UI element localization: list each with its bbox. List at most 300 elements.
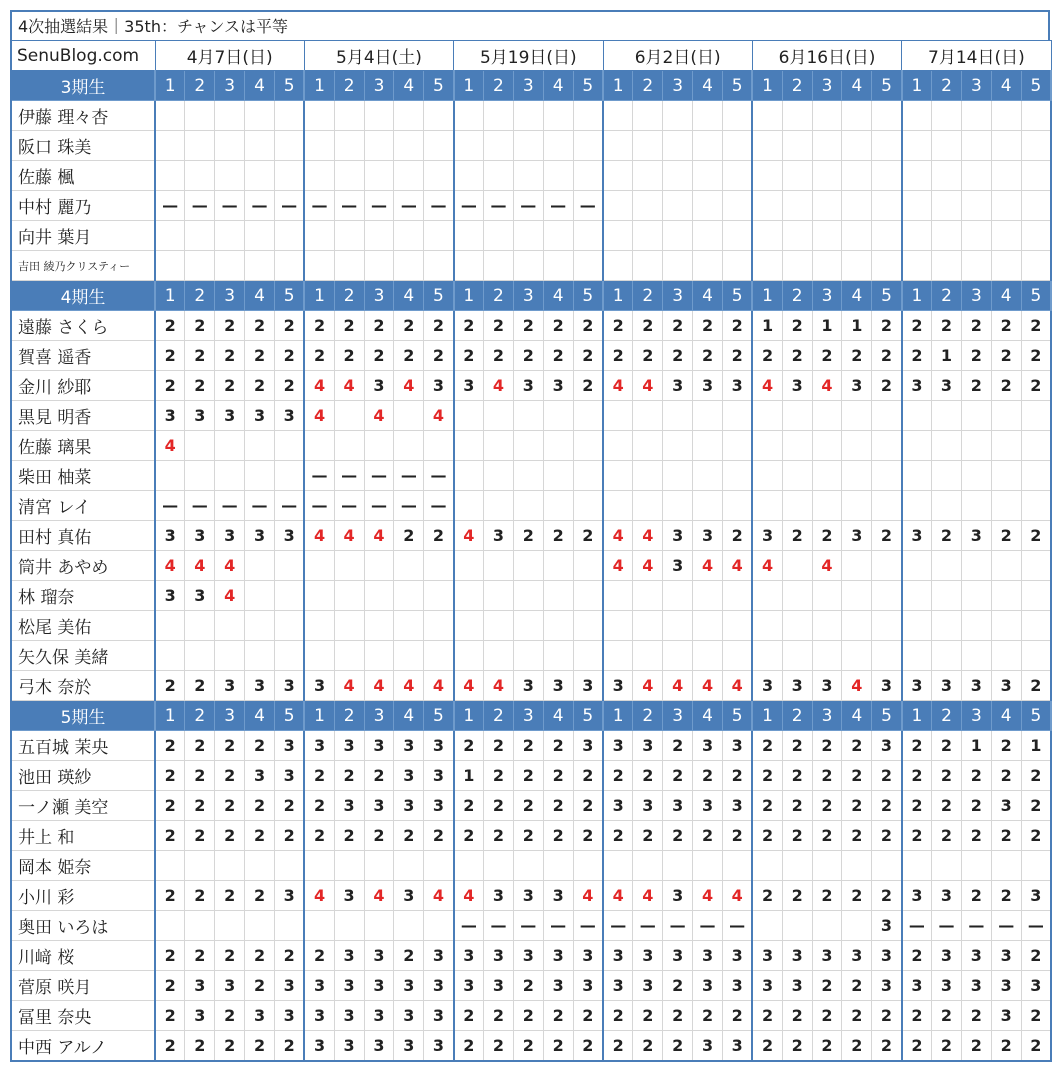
result-cell xyxy=(394,401,424,431)
result-cell xyxy=(513,431,543,461)
result-cell: 3 xyxy=(991,941,1021,971)
result-cell xyxy=(364,641,394,671)
result-cell xyxy=(364,581,394,611)
result-cell xyxy=(693,491,723,521)
result-cell: 2 xyxy=(573,821,603,851)
result-cell xyxy=(782,551,812,581)
result-cell: — xyxy=(484,191,514,221)
result-cell xyxy=(304,851,334,881)
slot-number: 5 xyxy=(573,71,603,101)
result-cell xyxy=(991,461,1021,491)
date-header: 5月4日(土) xyxy=(304,41,453,71)
result-cell: 2 xyxy=(424,341,454,371)
result-cell: — xyxy=(155,191,185,221)
result-cell xyxy=(245,221,275,251)
result-cell: — xyxy=(364,491,394,521)
slot-number: 3 xyxy=(812,281,842,311)
result-cell: 4 xyxy=(424,401,454,431)
result-cell xyxy=(902,131,932,161)
result-cell xyxy=(424,101,454,131)
result-cell: 3 xyxy=(424,1001,454,1031)
result-cell: 3 xyxy=(334,731,364,761)
member-row xyxy=(11,1001,1051,1031)
slot-number: 4 xyxy=(842,701,872,731)
result-cell: 3 xyxy=(1021,971,1051,1001)
slot-number: 2 xyxy=(334,701,364,731)
result-cell xyxy=(603,431,633,461)
result-cell: 2 xyxy=(663,311,693,341)
result-cell xyxy=(1021,461,1051,491)
result-cell: 2 xyxy=(902,1031,932,1062)
result-cell xyxy=(185,221,215,251)
result-cell xyxy=(424,251,454,281)
result-cell xyxy=(902,491,932,521)
member-row xyxy=(11,551,1051,581)
result-cell xyxy=(633,581,663,611)
result-cell xyxy=(1021,491,1051,521)
result-cell: 2 xyxy=(932,761,962,791)
result-cell: 2 xyxy=(932,791,962,821)
result-cell: 3 xyxy=(573,671,603,701)
result-cell xyxy=(991,851,1021,881)
result-cell: 3 xyxy=(155,581,185,611)
result-cell: 2 xyxy=(394,941,424,971)
result-cell: 2 xyxy=(1021,671,1051,701)
result-cell xyxy=(513,461,543,491)
result-cell xyxy=(812,161,842,191)
result-cell: 3 xyxy=(274,971,304,1001)
result-cell xyxy=(543,251,573,281)
result-cell xyxy=(782,431,812,461)
result-cell xyxy=(603,401,633,431)
result-cell: 3 xyxy=(782,971,812,1001)
result-cell xyxy=(513,611,543,641)
result-cell xyxy=(782,581,812,611)
result-cell xyxy=(812,251,842,281)
result-cell: — xyxy=(961,911,991,941)
result-cell: 3 xyxy=(274,731,304,761)
result-cell: 2 xyxy=(1021,761,1051,791)
result-cell xyxy=(185,101,215,131)
result-cell: 2 xyxy=(752,731,782,761)
result-cell xyxy=(842,491,872,521)
result-cell: 2 xyxy=(245,941,275,971)
result-cell: 2 xyxy=(782,521,812,551)
result-cell xyxy=(274,551,304,581)
result-cell: 2 xyxy=(274,341,304,371)
member-row xyxy=(11,761,1051,791)
result-cell: 4 xyxy=(722,551,752,581)
member-row xyxy=(11,611,1051,641)
result-cell: 3 xyxy=(274,881,304,911)
slot-number: 1 xyxy=(603,71,633,101)
result-cell xyxy=(274,461,304,491)
result-cell xyxy=(573,251,603,281)
result-cell: 2 xyxy=(693,821,723,851)
result-cell: 3 xyxy=(722,791,752,821)
slot-number: 2 xyxy=(932,71,962,101)
result-cell: 2 xyxy=(693,341,723,371)
result-cell xyxy=(334,911,364,941)
result-cell: 2 xyxy=(215,1031,245,1062)
result-cell: 3 xyxy=(633,731,663,761)
result-cell: 2 xyxy=(304,821,334,851)
slot-number: 1 xyxy=(454,71,484,101)
result-cell: 2 xyxy=(752,341,782,371)
result-cell: 2 xyxy=(902,761,932,791)
result-cell: 4 xyxy=(752,551,782,581)
result-cell xyxy=(274,851,304,881)
result-cell: 3 xyxy=(543,371,573,401)
slot-number: 1 xyxy=(155,71,185,101)
result-cell: 2 xyxy=(752,1001,782,1031)
result-cell: 2 xyxy=(484,341,514,371)
result-cell: 2 xyxy=(543,521,573,551)
result-cell: 3 xyxy=(693,971,723,1001)
result-cell: 2 xyxy=(603,341,633,371)
result-cell: 2 xyxy=(722,521,752,551)
result-cell: 3 xyxy=(245,401,275,431)
result-cell: 2 xyxy=(543,731,573,761)
result-cell: 2 xyxy=(215,761,245,791)
slot-number: 1 xyxy=(304,701,334,731)
result-cell: 3 xyxy=(334,791,364,821)
result-cell xyxy=(454,641,484,671)
result-cell xyxy=(932,191,962,221)
result-cell: 2 xyxy=(304,311,334,341)
result-cell: 2 xyxy=(513,521,543,551)
result-cell: 2 xyxy=(722,341,752,371)
result-cell xyxy=(364,161,394,191)
result-cell: 3 xyxy=(991,971,1021,1001)
result-cell: 2 xyxy=(872,341,902,371)
result-cell: 4 xyxy=(334,371,364,401)
result-cell: 2 xyxy=(991,821,1021,851)
result-cell xyxy=(902,431,932,461)
result-cell xyxy=(932,461,962,491)
result-cell: 3 xyxy=(543,971,573,1001)
slot-number: 1 xyxy=(454,701,484,731)
result-cell: 2 xyxy=(513,1031,543,1062)
slot-number: 5 xyxy=(424,701,454,731)
slot-number: 5 xyxy=(722,701,752,731)
result-cell: 3 xyxy=(274,671,304,701)
result-cell xyxy=(155,851,185,881)
result-cell: 2 xyxy=(1021,791,1051,821)
result-cell: 2 xyxy=(215,821,245,851)
result-cell: 2 xyxy=(543,821,573,851)
member-row xyxy=(11,161,1051,191)
result-cell: — xyxy=(484,911,514,941)
result-cell: 2 xyxy=(842,761,872,791)
result-cell xyxy=(782,461,812,491)
result-cell: 2 xyxy=(1021,341,1051,371)
result-cell xyxy=(364,251,394,281)
result-cell: 3 xyxy=(334,881,364,911)
result-cell: 4 xyxy=(304,401,334,431)
result-cell: 3 xyxy=(693,1031,723,1062)
result-cell xyxy=(932,161,962,191)
result-cell: — xyxy=(513,911,543,941)
result-cell: 3 xyxy=(902,521,932,551)
result-cell: 2 xyxy=(513,731,543,761)
result-cell xyxy=(1021,161,1051,191)
result-cell: — xyxy=(573,911,603,941)
result-cell: 2 xyxy=(185,671,215,701)
result-cell: — xyxy=(364,191,394,221)
result-cell: 2 xyxy=(1021,1031,1051,1062)
result-cell: 4 xyxy=(633,521,663,551)
result-cell xyxy=(991,131,1021,161)
result-cell xyxy=(573,491,603,521)
result-cell: — xyxy=(155,491,185,521)
result-cell xyxy=(424,581,454,611)
result-cell: 2 xyxy=(812,821,842,851)
result-cell: 2 xyxy=(454,311,484,341)
result-cell: 2 xyxy=(842,731,872,761)
slot-number: 1 xyxy=(902,71,932,101)
result-cell xyxy=(603,251,633,281)
result-cell: 4 xyxy=(693,551,723,581)
result-cell xyxy=(1021,251,1051,281)
result-cell: 3 xyxy=(155,521,185,551)
result-cell: 3 xyxy=(274,401,304,431)
result-cell: 3 xyxy=(872,941,902,971)
result-cell xyxy=(155,101,185,131)
slot-number: 4 xyxy=(543,71,573,101)
result-cell xyxy=(603,641,633,671)
result-cell xyxy=(155,251,185,281)
result-cell xyxy=(663,431,693,461)
result-cell: 4 xyxy=(334,521,364,551)
member-row xyxy=(11,581,1051,611)
result-cell xyxy=(693,101,723,131)
result-cell: 2 xyxy=(364,341,394,371)
result-cell: 2 xyxy=(902,1001,932,1031)
result-cell: 2 xyxy=(961,791,991,821)
member-row xyxy=(11,191,1051,221)
result-cell: 3 xyxy=(424,791,454,821)
result-cell: 2 xyxy=(394,521,424,551)
result-cell: 2 xyxy=(693,761,723,791)
result-cell: 3 xyxy=(991,791,1021,821)
member-name: 五百城 茉央 xyxy=(11,731,155,761)
result-cell xyxy=(513,551,543,581)
member-name: 小川 彩 xyxy=(11,881,155,911)
generation-header-row xyxy=(11,281,1051,311)
result-cell xyxy=(394,221,424,251)
result-cell: 2 xyxy=(782,1031,812,1062)
result-cell: 3 xyxy=(424,731,454,761)
result-cell: 3 xyxy=(424,971,454,1001)
result-cell xyxy=(394,161,424,191)
result-cell xyxy=(334,641,364,671)
member-name: 池田 瑛紗 xyxy=(11,761,155,791)
result-cell: — xyxy=(274,491,304,521)
result-cell: 3 xyxy=(872,971,902,1001)
result-cell: 2 xyxy=(1021,941,1051,971)
result-cell: 2 xyxy=(215,341,245,371)
result-cell xyxy=(304,641,334,671)
result-cell: 3 xyxy=(185,971,215,1001)
result-cell xyxy=(663,581,693,611)
result-cell: 3 xyxy=(932,971,962,1001)
result-cell: 2 xyxy=(872,1001,902,1031)
result-cell: 2 xyxy=(961,761,991,791)
result-cell: 2 xyxy=(1021,1001,1051,1031)
result-cell xyxy=(932,221,962,251)
result-cell xyxy=(693,251,723,281)
result-cell: 2 xyxy=(155,761,185,791)
result-cell: 2 xyxy=(185,341,215,371)
result-cell: — xyxy=(245,491,275,521)
result-cell: 2 xyxy=(573,1001,603,1031)
result-cell: 2 xyxy=(872,311,902,341)
result-cell: 2 xyxy=(543,1001,573,1031)
slot-number: 4 xyxy=(693,281,723,311)
result-cell xyxy=(334,551,364,581)
result-cell: 2 xyxy=(573,1031,603,1062)
result-cell: 3 xyxy=(454,941,484,971)
result-cell: 2 xyxy=(782,731,812,761)
result-cell xyxy=(902,461,932,491)
result-cell xyxy=(961,641,991,671)
result-cell xyxy=(663,251,693,281)
result-cell: 2 xyxy=(304,941,334,971)
result-cell: 2 xyxy=(663,971,693,1001)
result-cell: 2 xyxy=(722,821,752,851)
member-row xyxy=(11,821,1051,851)
result-cell xyxy=(932,551,962,581)
result-cell xyxy=(693,221,723,251)
result-cell xyxy=(215,221,245,251)
slot-number: 2 xyxy=(185,281,215,311)
date-header-row xyxy=(11,41,1051,71)
result-cell: — xyxy=(334,461,364,491)
result-cell xyxy=(245,101,275,131)
slot-number: 2 xyxy=(334,281,364,311)
result-cell xyxy=(842,161,872,191)
result-cell: 2 xyxy=(215,731,245,761)
result-cell: 3 xyxy=(633,791,663,821)
result-cell xyxy=(245,911,275,941)
generation-label: 4期生 xyxy=(11,281,155,311)
member-name: 田村 真佑 xyxy=(11,521,155,551)
member-name: 遠藤 さくら xyxy=(11,311,155,341)
result-cell xyxy=(334,581,364,611)
slot-number: 3 xyxy=(513,71,543,101)
slot-number: 3 xyxy=(215,701,245,731)
result-cell xyxy=(454,551,484,581)
result-cell: 1 xyxy=(812,311,842,341)
result-cell: 2 xyxy=(812,791,842,821)
result-cell: 2 xyxy=(693,1001,723,1031)
result-cell: 2 xyxy=(932,821,962,851)
slot-number: 5 xyxy=(424,281,454,311)
result-cell: 1 xyxy=(752,311,782,341)
result-cell: 2 xyxy=(185,761,215,791)
result-cell: 2 xyxy=(782,341,812,371)
result-cell xyxy=(872,551,902,581)
generation-label: 5期生 xyxy=(11,701,155,731)
result-cell: 2 xyxy=(155,311,185,341)
result-cell: 2 xyxy=(842,341,872,371)
result-cell xyxy=(215,161,245,191)
result-cell: 2 xyxy=(185,941,215,971)
result-cell xyxy=(782,641,812,671)
result-cell: 3 xyxy=(424,761,454,791)
result-cell xyxy=(573,611,603,641)
result-cell: 4 xyxy=(603,551,633,581)
result-cell: 2 xyxy=(155,1031,185,1062)
result-cell xyxy=(274,611,304,641)
slot-number: 2 xyxy=(334,71,364,101)
result-cell xyxy=(872,431,902,461)
result-cell xyxy=(722,221,752,251)
result-cell: 2 xyxy=(454,1031,484,1062)
result-cell xyxy=(513,251,543,281)
result-cell: 3 xyxy=(484,881,514,911)
result-cell xyxy=(543,611,573,641)
result-cell xyxy=(872,641,902,671)
result-cell xyxy=(663,641,693,671)
result-cell: 3 xyxy=(752,971,782,1001)
slot-number: 3 xyxy=(513,701,543,731)
result-cell xyxy=(722,191,752,221)
result-cell xyxy=(484,251,514,281)
result-cell xyxy=(693,191,723,221)
result-cell xyxy=(663,221,693,251)
result-cell xyxy=(334,131,364,161)
result-cell: 2 xyxy=(842,1001,872,1031)
result-cell: 2 xyxy=(364,761,394,791)
result-cell: 2 xyxy=(961,311,991,341)
result-cell: 2 xyxy=(782,311,812,341)
result-cell xyxy=(573,161,603,191)
result-cell: 3 xyxy=(633,941,663,971)
result-cell xyxy=(304,161,334,191)
result-cell: 3 xyxy=(215,521,245,551)
result-cell: 3 xyxy=(603,731,633,761)
result-cell xyxy=(812,461,842,491)
result-cell xyxy=(334,101,364,131)
result-cell xyxy=(334,401,364,431)
result-cell: 3 xyxy=(215,971,245,1001)
result-cell xyxy=(722,251,752,281)
result-cell: 3 xyxy=(693,371,723,401)
member-name: 川﨑 桜 xyxy=(11,941,155,971)
result-cell xyxy=(155,131,185,161)
result-cell xyxy=(603,191,633,221)
result-cell xyxy=(633,851,663,881)
member-name: 黒見 明香 xyxy=(11,401,155,431)
result-cell xyxy=(932,101,962,131)
slot-number: 4 xyxy=(693,701,723,731)
slot-number: 3 xyxy=(215,281,245,311)
result-cell: 2 xyxy=(633,1001,663,1031)
result-cell xyxy=(722,581,752,611)
member-row xyxy=(11,941,1051,971)
result-cell: 2 xyxy=(245,341,275,371)
result-cell xyxy=(603,131,633,161)
result-cell xyxy=(633,101,663,131)
result-cell xyxy=(245,251,275,281)
result-cell: 2 xyxy=(245,881,275,911)
result-cell: 2 xyxy=(513,311,543,341)
result-cell: 2 xyxy=(663,1031,693,1062)
result-cell: 4 xyxy=(663,671,693,701)
result-cell: 2 xyxy=(245,971,275,1001)
